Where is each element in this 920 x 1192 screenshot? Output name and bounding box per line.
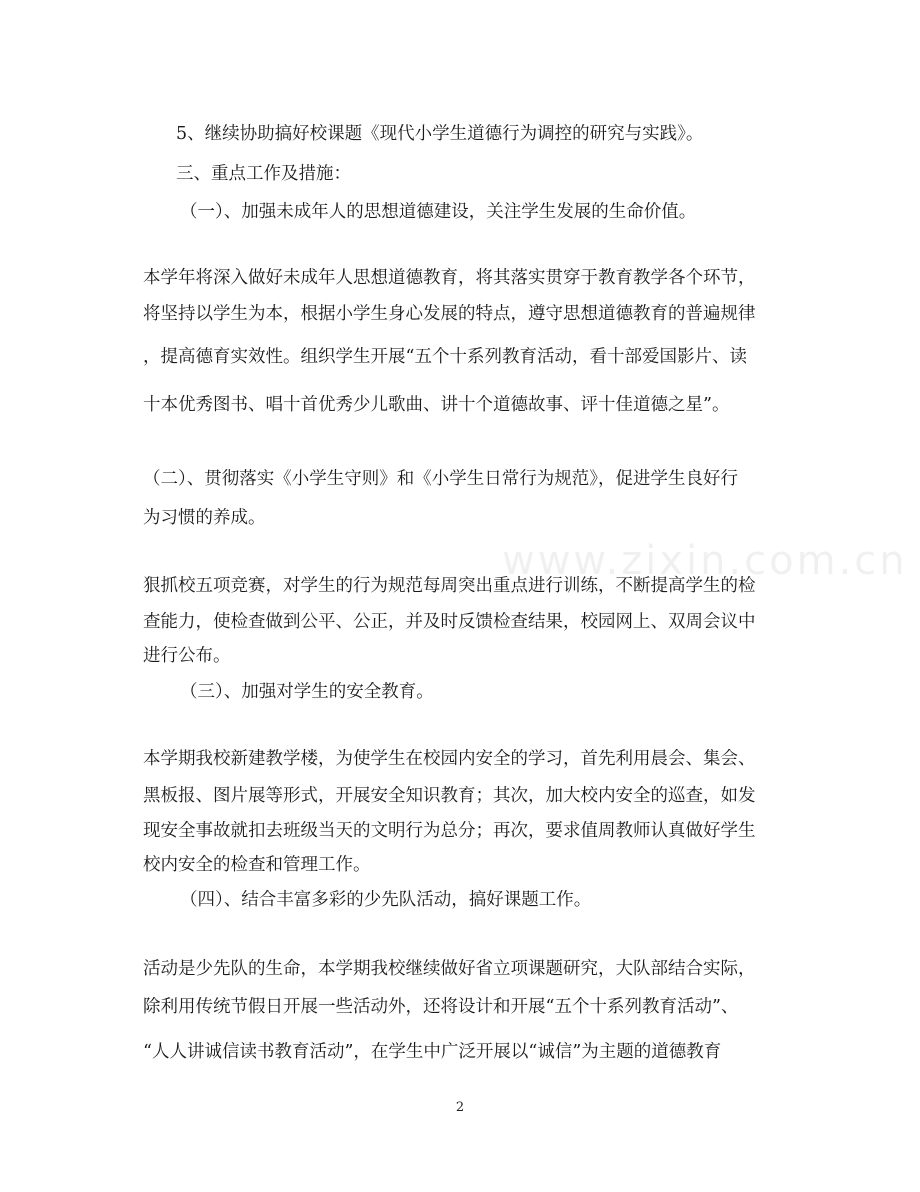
paragraph-4-line-1: 活动是少先队的生命，本学期我校继续做好省立项课题研究，大队部结合实际， bbox=[143, 959, 756, 979]
paragraph-4-line-3: “人人讲诚信读书教育活动”，在学生中广泛开展以“诚信”为主题的道德教育 bbox=[143, 1042, 722, 1062]
subheading-2-line-2: 为习惯的养成。 bbox=[143, 508, 266, 528]
page-number: 2 bbox=[455, 1100, 465, 1115]
subheading-1: （一）、加强未成年人的思想道德建设，关注学生发展的生命价值。 bbox=[180, 202, 697, 222]
paragraph-1-line-3: ，提高德育实效性。组织学生开展“五个十系列教育活动，看十部爱国影片、读 bbox=[143, 347, 747, 367]
paragraph-3-line-1: 本学期我校新建教学楼，为使学生在校园内安全的学习，首先利用晨会、集会、 bbox=[143, 749, 756, 769]
watermark: www.zixin.com.cn bbox=[502, 538, 908, 584]
paragraph-3-line-2: 黑板报、图片展等形式，开展安全知识教育；其次，加大校内安全的巡查，如发 bbox=[143, 786, 756, 806]
paragraph-1-line-4: 十本优秀图书、唱十首优秀少儿歌曲、讲十个道德故事、评十佳道德之星”。 bbox=[143, 395, 730, 415]
paragraph-2-line-1: 狠抓校五项竞赛，对学生的行为规范每周突出重点进行训练，不断提高学生的检 bbox=[143, 576, 756, 596]
paragraph-3-line-3: 现安全事故就扣去班级当天的文明行为总分；再次，要求值周教师认真做好学生 bbox=[143, 821, 756, 841]
text-line-task-5: 5、继续协助搞好校课题《现代小学生道德行为调控的研究与实践》。 bbox=[176, 124, 704, 144]
subheading-4: （四）、结合丰富多彩的少先队活动，搞好课题工作。 bbox=[180, 890, 592, 910]
paragraph-2-line-2: 查能力，使检查做到公平、公正，并及时反馈检查结果，校园网上、双周会议中 bbox=[143, 612, 756, 632]
paragraph-4-line-2: 除利用传统节假日开展一些活动外，还将设计和开展“五个十系列教育活动”、 bbox=[143, 997, 739, 1017]
paragraph-1-line-2: 将坚持以学生为本，根据小学生身心发展的特点，遵守思想道德教育的普遍规律 bbox=[143, 304, 756, 324]
subheading-3: （三）、加强对学生的安全教育。 bbox=[180, 682, 434, 702]
subheading-2-line-1: （二）、贯彻落实《小学生守则》和《小学生日常行为规范》，促进学生良好行 bbox=[143, 469, 738, 489]
section-heading-3: 三、重点工作及措施： bbox=[176, 164, 351, 184]
paragraph-1-line-1: 本学年将深入做好未成年人思想道德教育，将其落实贯穿于教育教学各个环节， bbox=[143, 268, 756, 288]
paragraph-3-line-4: 校内安全的检查和管理工作。 bbox=[143, 855, 371, 875]
paragraph-2-line-3: 进行公布。 bbox=[143, 646, 231, 666]
